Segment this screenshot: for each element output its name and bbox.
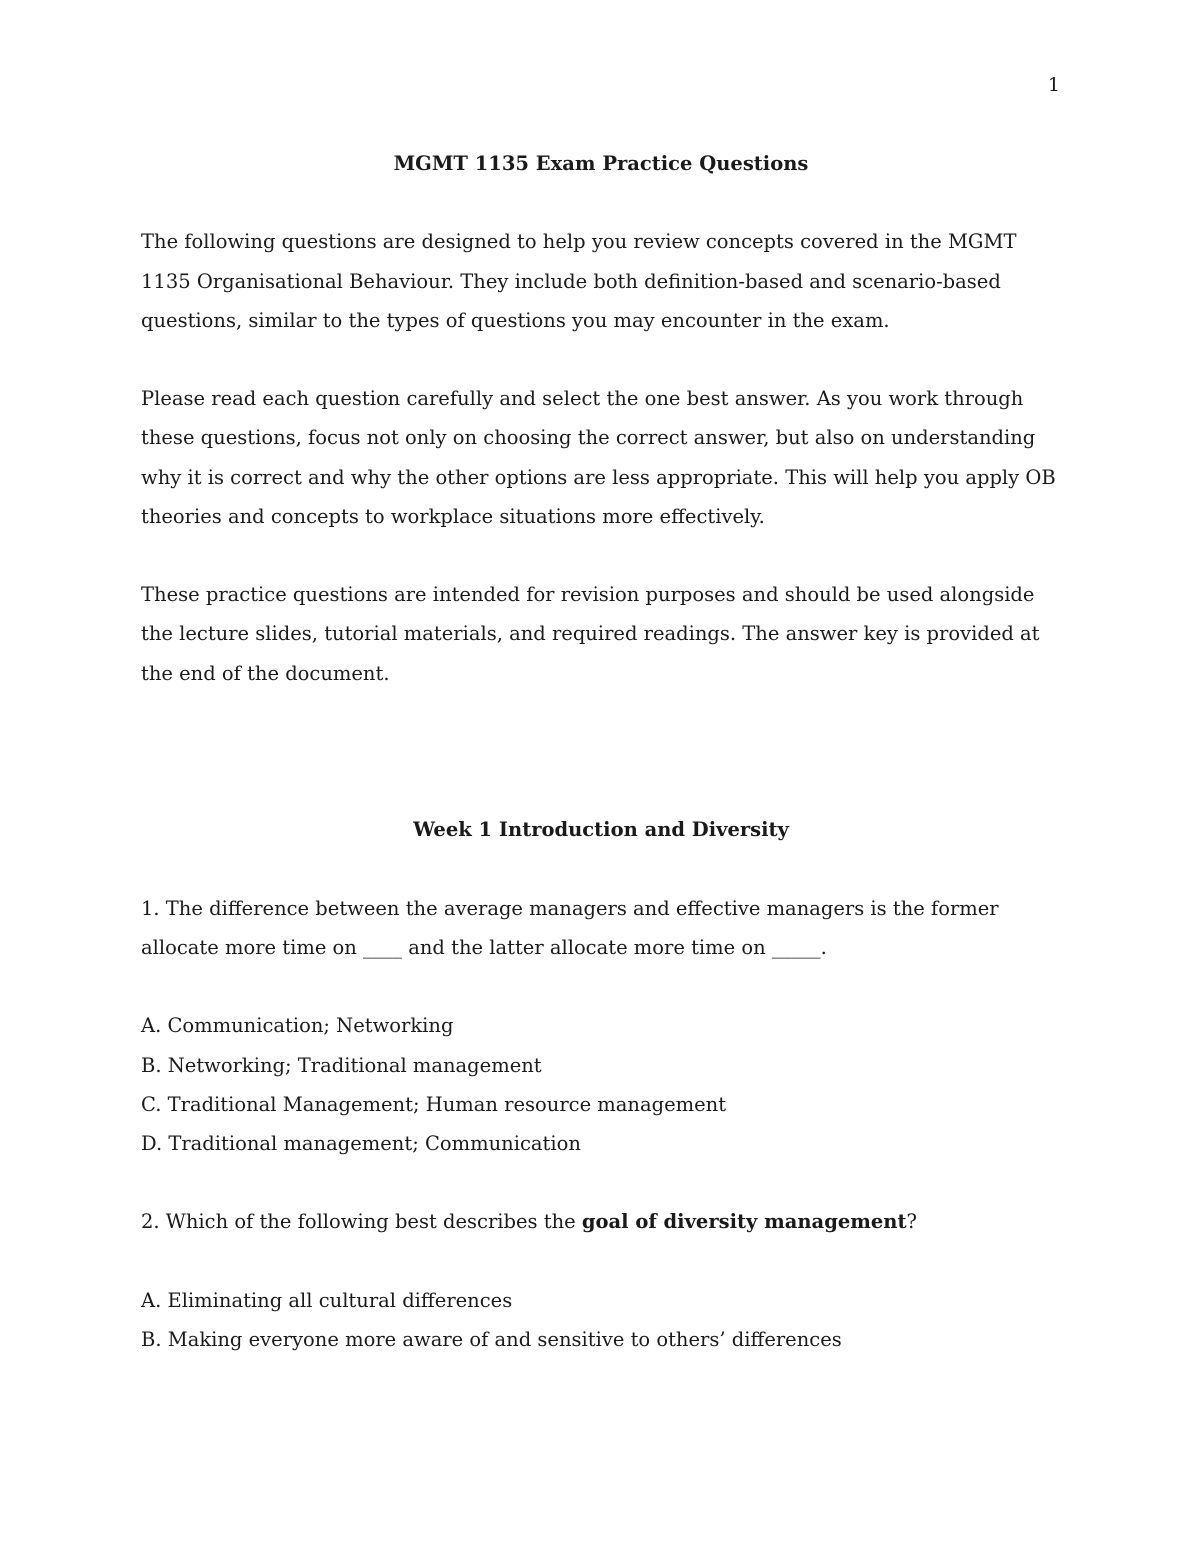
answer-option: A. Communication; Networking [141, 1014, 454, 1038]
document-title: MGMT 1135 Exam Practice Questions [393, 152, 809, 175]
answer-option: C. Traditional Management; Human resource management [141, 1092, 727, 1116]
intro-paragraph-1: The following questions are designed to help you review concepts covered in the MGMT 1135 Organisational Behaviour. They include both definition-based and scenario-based questions, similar to the types of questions you may encounter in the exam. [141, 230, 1017, 332]
question-2 [141, 1202, 1061, 1359]
question-1 [141, 889, 1061, 1163]
question-stem [141, 1202, 1061, 1241]
answer-option: B. Networking; Traditional management [141, 1053, 542, 1077]
document-body [141, 144, 1061, 1359]
answer-option: A. Eliminating all cultural differences [141, 1288, 513, 1312]
question-stem-end: ? [906, 1210, 917, 1234]
page-number: 1 [1047, 74, 1060, 96]
question-stem-text: 2. Which of the following best describes the [141, 1210, 582, 1234]
question-stem-emphasis: goal of diversity management [581, 1210, 907, 1234]
intro-paragraph-3: These practice questions are intended for revision purposes and should be used alongside the lecture slides, tutorial materials, and required readings. The answer key is provided at the end of the document. [141, 583, 1040, 685]
question-stem: 1. The difference between the average managers and effective managers is the former allocate more time on ____ and the latter allocate more time on _____. [141, 896, 999, 959]
answer-option: D. Traditional management; Communication [141, 1131, 581, 1155]
answer-option: B. Making everyone more aware of and sensitive to others’ differences [141, 1327, 842, 1351]
intro-paragraph-2: Please read each question carefully and select the one best answer. As you work through these questions, focus not only on choosing the correct answer, but also on understanding why it is correct and why the other options are less appropriate. This will help you apply OB theories and concepts to workplace situations more effectively. [141, 387, 1056, 528]
section-heading: Week 1 Introduction and Diversity [413, 818, 789, 842]
